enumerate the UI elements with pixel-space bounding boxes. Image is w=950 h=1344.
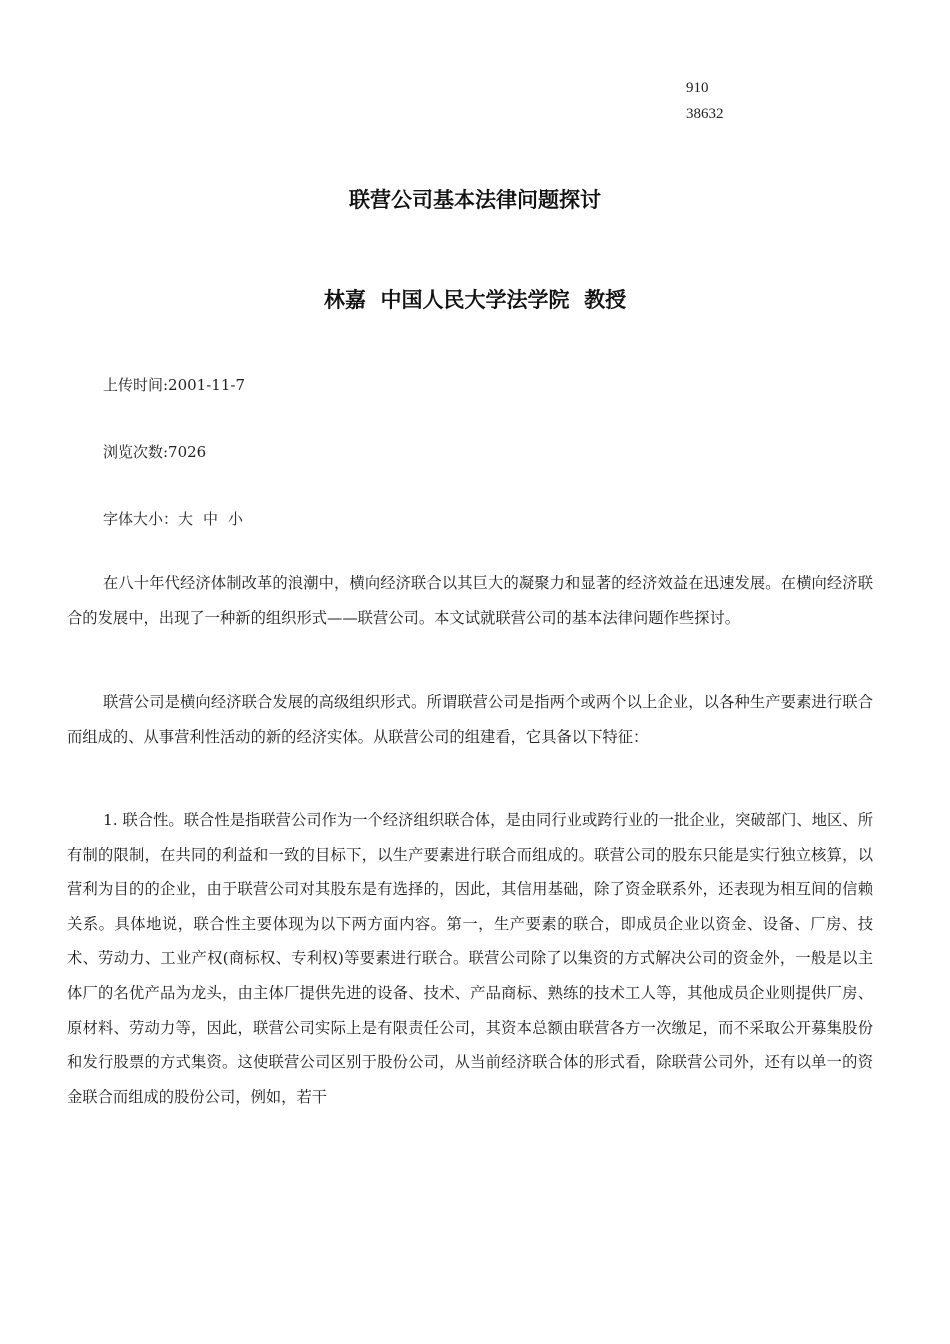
article-title: 联营公司基本法律问题探讨 xyxy=(349,188,601,212)
font-size-label: 字体大小： xyxy=(103,510,179,528)
upload-time: 上传时间:2001-11-7 xyxy=(103,376,245,394)
body-paragraph-1: 在八十年代经济体制改革的浪潮中，横向经济联合以其巨大的凝聚力和显著的经济效益在迅速发展。在横向经济联合的发展中，出现了一种新的组织形式——联营公司。本文试就联营公司的基本法律问题作些探讨。 xyxy=(67,574,873,627)
font-size-large-link[interactable]: 大 xyxy=(178,510,194,528)
body-paragraph-2: 联营公司是横向经济联合发展的高级组织形式。所谓联营公司是指两个或两个以上企业，以各种生产要素进行联合而组成的、从事营利性活动的新的经济实体。从联营公司的组建看，它具备以下特征： xyxy=(67,693,873,746)
article-author: 林嘉 中国人民大学法学院 教授 xyxy=(323,288,627,312)
document-code-line-1: 910 xyxy=(686,80,709,96)
font-size-small-link[interactable]: 小 xyxy=(228,510,244,528)
body-paragraph-3: 1. 联合性。联合性是指联营公司作为一个经济组织联合体，是由同行业或跨行业的一批企业，突破部门、地区、所有制的限制，在共同的利益和一致的目标下，以生产要素进行联合而组成的。联营公司的股东只能是实行独立核算，以营利为目的的企业，由于联营公司对其股东是有选择的，因此，其信用基础，除了资金联系外，还表现为相互间的信赖关系。具体地说，联合性主要体现为以下两方面内容。第一，生产要素的联合，即成员企业以资金、设备、厂房、技术、劳动力、工业产权(商标权、专利权)等要素进行联合。联营公司除了以集资的方式解决公司的资金外，一般是以主体厂的名优产品为龙头，由主体厂提供先进的设备、技术、产品商标、熟练的技术工人等，其他成员企业则提供厂房、原材料、劳动力等，因此，联营公司实际上是有限责任公司，其资本总额由联营各方一次缴足，而不采取公开募集股份和发行股票的方式集资。这使联营公司区别于股份公司，从当前经济联合体的形式看，除联营公司外，还有以单一的资金联合而组成的股份公司，例如，若干 xyxy=(67,811,873,1106)
font-size-medium-link[interactable]: 中 xyxy=(203,510,219,528)
document-code-line-2: 38632 xyxy=(686,106,724,122)
view-count: 浏览次数:7026 xyxy=(103,443,207,461)
font-size-selector xyxy=(103,509,253,529)
